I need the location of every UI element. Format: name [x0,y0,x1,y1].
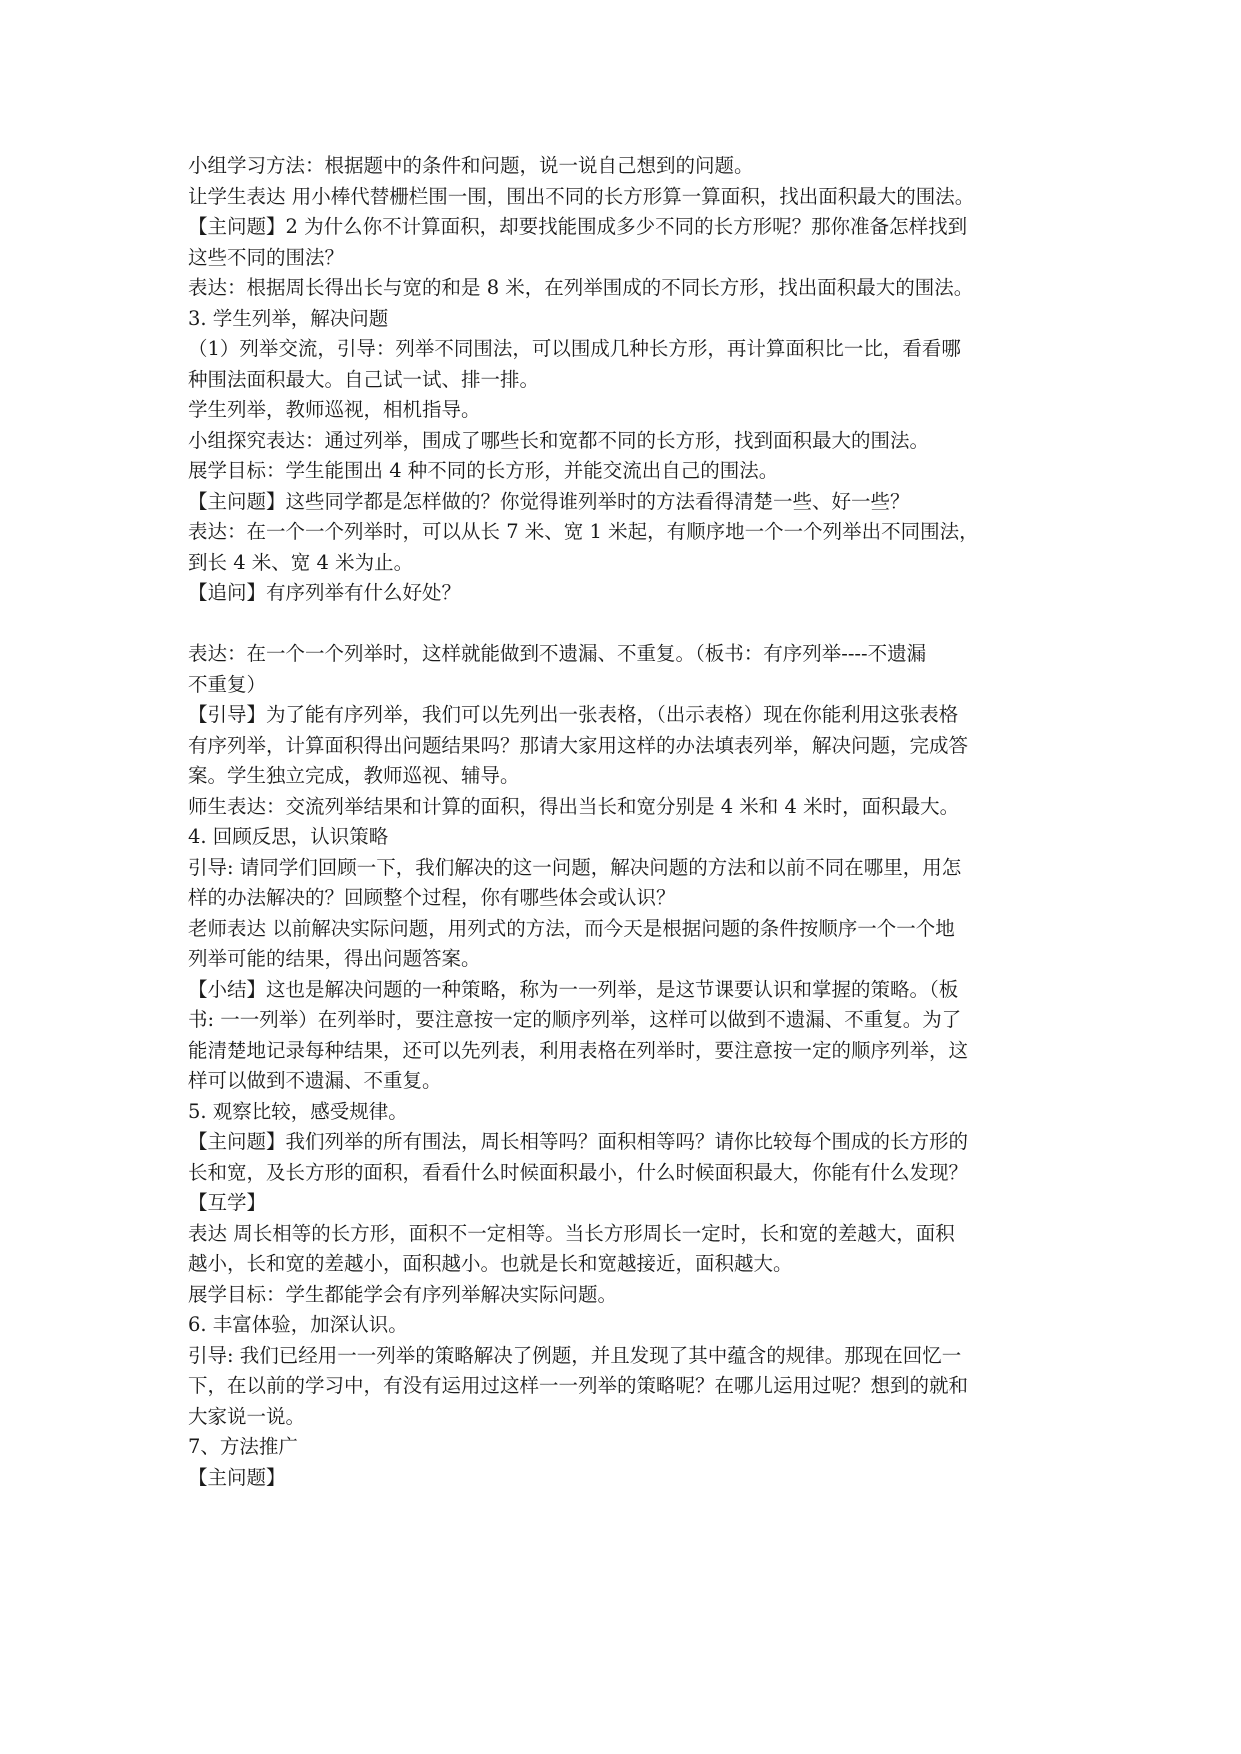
text-line: 小组探究表达：通过列举，围成了哪些长和宽都不同的长方形，找到面积最大的围法。 [188,428,930,452]
text-line: 6. 丰富体验，加深认识。 [188,1313,408,1336]
text-line: 长和宽，及长方形的面积，看看什么时候面积最小，什么时候面积最大，你能有什么发现？ [188,1160,969,1184]
text-line: 4. 回顾反思，认识策略 [188,825,389,848]
text-line: 越小，长和宽的差越小，面积越小。也就是长和宽越接近，面积越大。 [188,1252,793,1275]
text-line: 展学目标：学生都能学会有序列举解决实际问题。 [188,1282,618,1306]
text-line: 让学生表达 用小棒代替栅栏围一围，围出不同的长方形算一算面积，找出面积最大的围法。 [188,184,975,208]
text-line: 引导: 我们已经用一一列举的策略解决了例题，并且发现了其中蕴含的规律。那现在回忆一 [188,1343,962,1367]
text-line: 老师表达 以前解决实际问题，用列式的方法，而今天是根据问题的条件按顺序一个一个地 [188,916,955,940]
text-line: 到长 4 米、宽 4 米为止。 [188,550,414,574]
text-line: 书: 一一列举）在列举时，要注意按一定的顺序列举，这样可以做到不遗漏、不重复。为了 [188,1008,962,1031]
text-line: 表达 周长相等的长方形，面积不一定相等。当长方形周长一定时，长和宽的差越大，面积 [188,1221,955,1245]
text-line: 样可以做到不遗漏、不重复。 [188,1069,442,1092]
text-line: 列举可能的结果，得出问题答案。 [188,947,481,970]
text-line: 【引导】为了能有序列举，我们可以先列出一张表格，（出示表格）现在你能利用这张表格 [188,703,959,726]
text-line: 5. 观察比较，感受规律。 [188,1099,408,1123]
text-line: 表达：在一个一个列举时，可以从长 7 米、宽 1 米起，有顺序地一个一个列举出不同围法， [188,520,979,543]
text-line: 【主问题】这些同学都是怎样做的？你觉得谁列举时的方法看得清楚一些、好一些？ [188,489,910,513]
text-line: 小组学习方法：根据题中的条件和问题，说一说自己想到的问题。 [188,154,754,177]
text-line: 有序列举，计算面积得出问题结果吗？那请大家用这样的办法填表列举，解决问题，完成答 [188,733,969,757]
text-line: 【小结】这也是解决问题的一种策略，称为一一列举，是这节课要认识和掌握的策略。（板 [188,977,959,1001]
text-line: 师生表达：交流列举结果和计算的面积，得出当长和宽分别是 4 米和 4 米时，面积最大。 [188,794,960,818]
text-line: 案。学生独立完成，教师巡视、辅导。 [188,764,520,787]
text-line: 种围法面积最大。自己试一试、排一排。 [188,367,540,391]
document-body [188,151,1068,1493]
text-line: 7、方法推广 [188,1435,298,1458]
text-line: 样的办法解决的？回顾整个过程，你有哪些体会或认识？ [188,886,676,909]
text-line: 学生列举，教师巡视，相机指导。 [188,398,481,421]
text-line: 【主问题】 [188,1465,286,1489]
text-line: 表达：根据周长得出长与宽的和是 8 米，在列举围成的不同长方形，找出面积最大的围法。 [188,276,974,299]
text-line: 【追问】有序列举有什么好处？ [188,581,462,604]
text-line: 引导: 请同学们回顾一下，我们解决的这一问题，解决问题的方法和以前不同在哪里，用怎 [188,855,962,879]
text-line: 【主问题】我们列举的所有围法，周长相等吗？面积相等吗？请你比较每个围成的长方形的 [188,1130,969,1153]
text-line: 下，在以前的学习中，有没有运用过这样一一列举的策略呢？在哪儿运用过呢？想到的就和 [188,1374,969,1397]
text-line: 3. 学生列举，解决问题 [188,306,389,330]
text-line: （1）列举交流，引导：列举不同围法，可以围成几种长方形，再计算面积比一比，看看哪 [188,337,961,360]
text-line: 表达：在一个一个列举时，这样就能做到不遗漏、不重复。（板书：有序列举----不遗漏 [188,642,927,665]
text-line: 不重复） [188,672,267,696]
text-line: 展学目标：学生能围出 4 种不同的长方形，并能交流出自己的围法。 [188,459,779,482]
text-line: 【主问题】2 为什么你不计算面积，却要找能围成多少不同的长方形呢？那你准备怎样找到 [188,215,968,238]
text-line: 【互学】 [188,1191,267,1214]
text-line: 大家说一说。 [188,1404,306,1428]
text-line: 这些不同的围法？ [188,245,345,269]
blank-line [188,609,1068,640]
text-line: 能清楚地记录每种结果，还可以先列表，利用表格在列举时，要注意按一定的顺序列举，这 [188,1038,969,1062]
